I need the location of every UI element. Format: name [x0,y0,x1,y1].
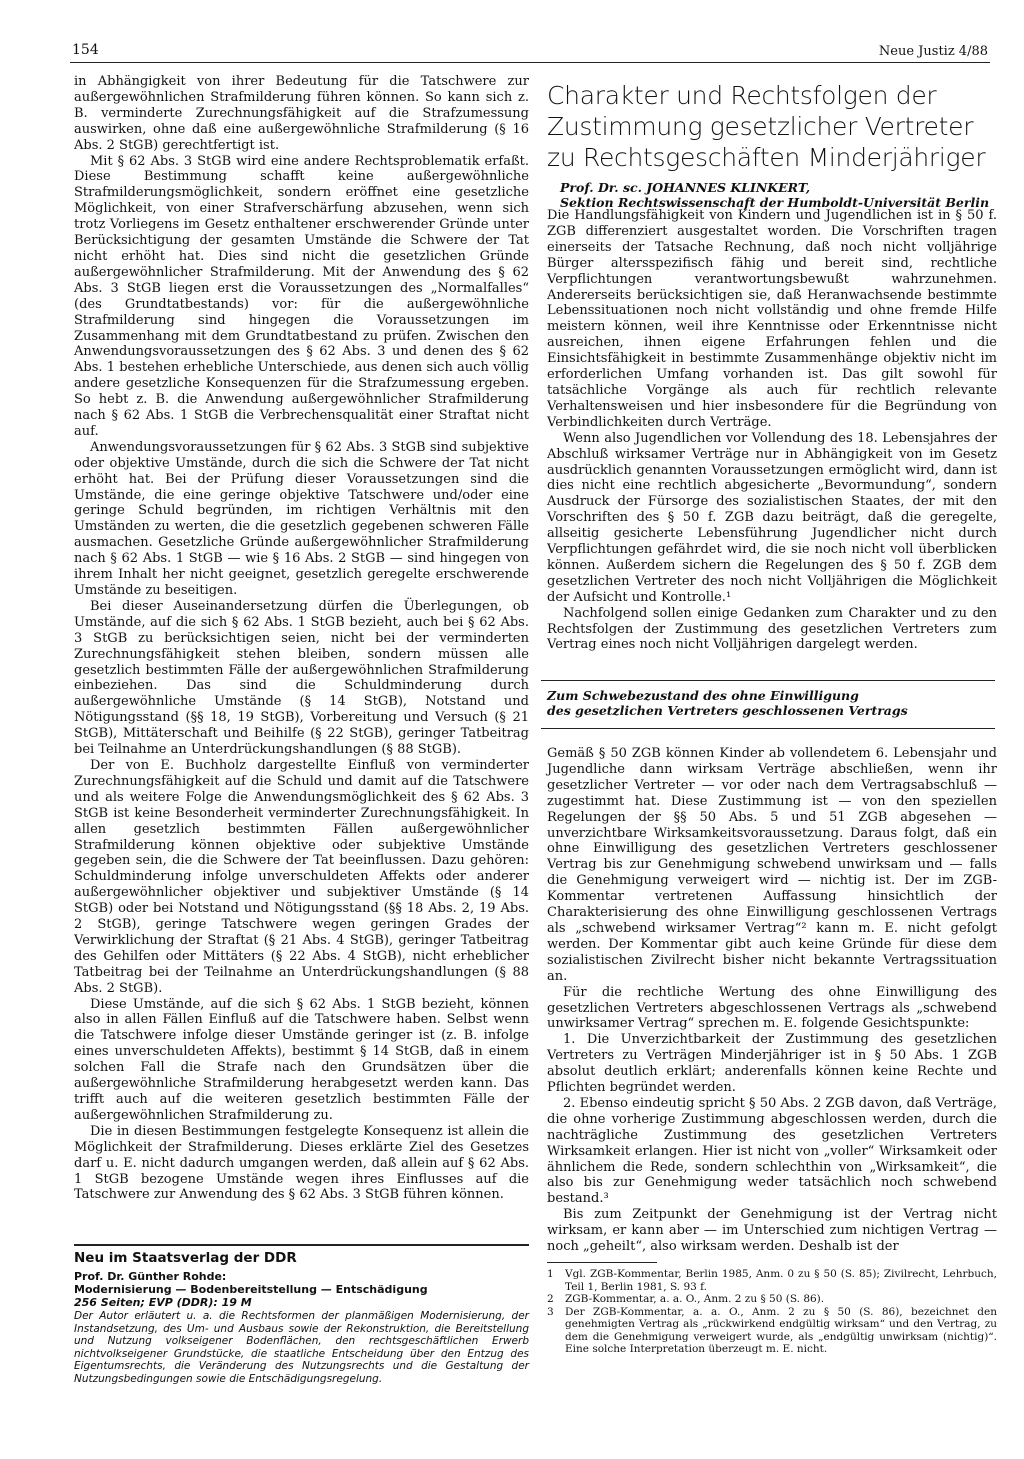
footnote [547,1293,997,1306]
paragraph: Für die rechtliche Wertung des ohne Einwilligung des gesetzlichen Vertreters abgeschlossenen Vertrags als „schwebend unwirksamer Vertrag“ sprechen m. E. folgende Gesichtspunkte: [547,984,997,1032]
paragraph: Die Handlungsfähigkeit von Kindern und Jugendlichen ist in § 50 f. ZGB differenziert ausgestaltet worden. Die Vorschriften tragen einerseits der Tatsache Rechnung, daß noch nicht volljährige Bürger altersspezifisch fähig und bereit sind, rechtliche Verpflichtungen verantwortungsbewußt wahrzunehmen. Andererseits berücksichtigen sie, daß Heranwachsende bestimmte Lebenssituationen noch nicht vollständig und ohne fremde Hilfe meistern können, weil ihre Kenntnisse oder Erkenntnisse nicht ausreichen, ihnen eigene Erfahrungen fehlen und die Einsichtsfähigkeit in bestimmte Zusammenhänge objektiv nicht im erforderlichen Umfang vorhanden ist. Das gilt sowohl für tatsächliche Vorgänge als auch für rechtlich relevante Verhaltensweisen und hier insbesondere für die Begründung von Verbindlichkeiten durch Verträge. [547,208,997,430]
paragraph: Bei dieser Auseinandersetzung dürfen die Überlegungen, ob Umstände, auf die sich § 62 Abs. 1 StGB bezieht, auch bei § 62 Abs. 3 StGB zu berücksichtigen seien, nicht bei der verminderten Zurechnungsfähigkeit stehen bleiben, sondern müssen alle gesetzlich bestimmten Fälle der außergewöhnlichen Strafmilderung einbeziehen. Das sind die Schuldminderung durch außergewöhnliche Umstände (§ 14 StGB), Notstand und Nötigungsstand (§§ 18, 19 StGB), Vorbereitung und Versuch (§ 21 StGB), Mittäterschaft und Beihilfe (§ 22 StGB), geringer Tatbeitrag bei Teilnahme an Unterdrückungshandlungen (§ 88 StGB). [74,598,529,758]
left-column [74,74,529,1203]
section-heading-line: des gesetzlichen Vertreters geschlossenen Vertrags [547,703,908,718]
advertisement-meta: 256 Seiten; EVP (DDR): 19 M [74,1296,252,1309]
section-rule-top [541,680,995,681]
footnote-number: 1 [547,1268,554,1280]
paragraph: Gemäß § 50 ZGB können Kinder ab vollendetem 6. Lebensjahr und Jugendliche dann wirksam Verträge abschließen, wenn ihr gesetzlicher Vertreter — vor oder nach dem Vertragsabschluß — zugestimmt hat. Diese Zustimmung ist — von den speziellen Regelungen der §§ 50 Abs. 5 und 51 ZGB abgesehen — unverzichtbare Wirksamkeitsvoraussetzung. Daraus folgt, daß ein ohne Einwilligung des gesetzlichen Vertreters geschlossener Vertrag bis zur Genehmigung schwebend unwirksam und — falls die Genehmigung verweigert wird — nichtig ist. Der im ZGB-Kommentar vertretenen Auffassung hinsichtlich der Charakterisierung des ohne Einwilligung geschlossenen Vertrags als „schwebend wirksamer Vertrag“² kann m. E. nicht gefolgt werden. Der Kommentar gibt auch keine Gründe für diese dem sozialistischen Zivilrecht bisher nicht bekannte Vertragssituation an. [547,746,997,984]
section-body [547,746,997,1255]
advertisement-rule [74,1244,529,1246]
advertisement [74,1250,529,1386]
paragraph: Der von E. Buchholz dargestellte Einfluß von verminderter Zurechnungsfähigkeit auf die Schuld und damit auf die Tatschwere und als weitere Folge die Anwendungsmöglichkeit des § 62 Abs. 3 StGB ist keine Besonderheit verminderter Zurechnungsfähigkeit. In allen gesetzlich bestimmten Fällen außergewöhnlicher Strafmilderung können objektive oder subjektive Umstände gegeben sein, die die Schwere der Tat beeinflussen. Dazu gehören: Schuldminderung infolge unverschuldeten Affekts oder anderer außergewöhnlicher objektiver und subjektiver Umstände (§ 14 StGB) oder bei Notstand und Nötigungsstand (§§ 18 Abs. 2, 19 Abs. 2 StGB), geringe Tatschwere wegen geringen Grades der Verwirklichung der Straftat (§ 21 Abs. 4 StGB), geringer Tatbeitrag des Gehilfen oder Mittäters (§ 22 Abs. 4 StGB), nicht erheblicher Tatbeitrag bei der Teilnahme an Unterdrückungshandlungen (§ 88 Abs. 2 StGB). [74,757,529,996]
journal-issue: Neue Justiz 4/88 [878,44,988,59]
paragraph: 1. Die Unverzichtbarkeit der Zustimmung des gesetzlichen Vertreters zu Verträgen Minderjähriger ist in § 50 Abs. 1 ZGB absolut deutlich erklärt; anderenfalls können keine Rechte und Pflichten begründet werden. [547,1032,997,1096]
author-affiliation: Sektion Rechtswissenschaft der Humboldt-Universität Berlin [560,195,990,210]
footnote-text: ZGB-Kommentar, a. a. O., Anm. 2 zu § 50 (S. 86). [565,1293,825,1305]
footnote-rule [547,1262,657,1263]
advertisement-author: Prof. Dr. Günther Rohde: [74,1270,227,1283]
paragraph: Nachfolgend sollen einige Gedanken zum Charakter und zu den Rechtsfolgen der Zustimmung des gesetzlichen Vertreters zum Vertrag eines noch nicht Volljährigen dargelegt werden. [547,605,997,653]
paragraph: 2. Ebenso eindeutig spricht § 50 Abs. 2 ZGB davon, daß Verträge, die ohne vorherige Zustimmung abgeschlossen werden, durch die nachträgliche Zustimmung des gesetzlichen Vertreters Wirksamkeit erlangen. Hier ist nicht von „voller“ Wirksamkeit oder ähnlichem die Rede, sondern schlechthin von „Wirksamkeit“, die also bis zur Genehmigung weder tatsächlich noch schwebend bestand.³ [547,1095,997,1207]
footnote-text: Der ZGB-Kommentar, a. a. O., Anm. 2 zu § 50 (S. 86), bezeichnet den genehmigten Vertrag als „rückwirkend endgültig wirksam“ und den Vertrag, zu dem die Genehmigung verweigert wurde, als „endgültig unwirksam (nichtig)“. Eine solche Interpretation überzeugt m. E. nicht. [565,1305,997,1355]
footnote [547,1306,997,1356]
paragraph: Diese Umstände, auf die sich § 62 Abs. 1 StGB bezieht, können also in allen Fällen Einfluß auf die Tatschwere haben. Selbst wenn die Tatschwere infolge dieser Umstände geringer ist (z. B. infolge eines unverschuldeten Affekts), bestimmt § 14 StGB, daß in einem solchen Fall die Strafe nach den Grundsätzen über die außergewöhnliche Strafmilderung herabgesetzt werden kann. Das trifft auch auf die weiteren gesetzlich bestimmten Fälle der außergewöhnlichen Strafmilderung zu. [74,996,529,1123]
footnote-number: 2 [547,1293,554,1305]
paragraph: Mit § 62 Abs. 3 StGB wird eine andere Rechtsproblematik erfaßt. Diese Bestimmung schafft keine außergewöhnliche Strafmilderungsmöglichkeit, sondern eröffnet eine gesetzliche Möglichkeit, von einer Strafverschärfung abzusehen, wenn sich trotz Vorliegens im Gesetz enthaltener erschwerender Gründe unter Berücksichtigung der gesamten Umstände die Schwere der Tat nicht erhöht hat. Dies sind nicht die gesetzlichen Gründe außergewöhnlicher Strafmilderung. Mit der Anwendung des § 62 Abs. 3 StGB liegen erst die Voraussetzungen des „Normalfalles“ (des Grundtatbestands) vor: für die außergewöhnliche Strafmilderung sind hingegen die Voraussetzungen im Zusammenhang mit dem Grundtatbestand zu prüfen. Zwischen den Anwendungsvoraussetzungen des § 62 Abs. 3 und denen des § 62 Abs. 1 bestehen erhebliche Unterschiede, aus denen sich auch völlig andere gesetzliche Konsequenzen für die Strafzumessung ergeben. So hebt z. B. die Anwendung außergewöhnlicher Strafmilderung nach § 62 Abs. 1 StGB die Verbrechensqualität einer Straftat nicht auf. [74,153,529,439]
section-heading [547,688,997,718]
page-number: 154 [72,42,99,58]
footnote-number: 3 [547,1305,554,1318]
footnote-text: Vgl. ZGB-Kommentar, Berlin 1985, Anm. 0 zu § 50 (S. 85); Zivilrecht, Lehrbuch, Teil 1, Berlin 1981, S. 93 f. [565,1268,997,1293]
advertisement-title: Neu im Staatsverlag der DDR [74,1250,297,1266]
article-title: Charakter und Rechtsfolgen der Zustimmung gesetzlicher Vertreter zu Rechtsgeschäften Minderjähriger [547,81,986,172]
footnote [547,1268,997,1293]
paragraph: Die in diesen Bestimmungen festgelegte Konsequenz ist allein die Möglichkeit der Strafmilderung. Dieses erklärte Ziel des Gesetzes darf u. E. nicht dadurch umgangen werden, daß allein auf § 62 Abs. 1 StGB bezogene Umstände wegen ihres Einflusses auf die Tatschwere zur Anwendung des § 62 Abs. 3 StGB führen können. [74,1123,529,1203]
paragraph: Wenn also Jugendlichen vor Vollendung des 18. Lebensjahres der Abschluß wirksamer Verträge nur in Abhängigkeit von im Gesetz ausdrücklich genannten Voraussetzungen ermöglicht wird, dann ist dies nicht eine rechtlich abgesicherte „Bevormundung“, sondern Ausdruck der Fürsorge des sozialistischen Staates, der mit den Vorschriften des § 50 f. ZGB dazu beiträgt, daß die geregelte, allseitig gesicherte Lebensführung Jugendlicher nicht durch Verpflichtungen gefährdet wird, die sie noch nicht voll überblicken können. Außerdem sichern die Regelungen des § 50 f. ZGB dem gesetzlichen Vertreter des noch nicht Volljährigen die Möglichkeit der Aufsicht und Kontrolle.¹ [547,430,997,605]
paragraph: Anwendungsvoraussetzungen für § 62 Abs. 3 StGB sind subjektive oder objektive Umstände, durch die sich die Schwere der Tat nicht erhöht hat. Bei der Prüfung dieser Voraussetzungen sind die Umstände, die eine geringe objektive Tatschwere und/oder eine geringe Schuld begründen, im richtigen Verhältnis mit den Umständen zu werten, die die gesetzlich gegebenen schweren Fälle ausmachen. Gesetzliche Gründe außergewöhnlicher Strafmilderung nach § 62 Abs. 1 StGB — wie § 16 Abs. 2 StGB — sind hingegen von ihrem Inhalt her nicht geeignet, gesetzlich geregelte erschwerende Umstände zu beseitigen. [74,439,529,598]
footnotes [547,1268,997,1356]
paragraph: Bis zum Zeitpunkt der Genehmigung ist der Vertrag nicht wirksam, er kann aber — im Unterschied zum nichtigen Vertrag — noch „geheilt“, also wirksam werden. Deshalb ist der [547,1207,997,1255]
right-column [547,208,997,653]
author-name: Prof. Dr. sc. JOHANNES KLINKERT, [560,180,811,195]
header-rule [70,62,990,63]
article-author [560,180,1000,210]
advertisement-description: Der Autor erläutert u. a. die Rechtsformen der planmäßigen Modernisierung, der Instandsetzung, des Um- und Ausbaus sowie der Rekonstruktion, die Bereitstellung und Nutzung volkseigener Bodenflächen, den rechtsgeschäftlichen Erwerb nichtvolkseigener Grundstücke, die staatliche Entscheidung über den Entzug des Eigentumsrechts, die Veränderung des Nutzungsrechts und die Gestaltung der Nutzungsbedingungen sowie die Entschädigungsregelung. [74,1310,529,1385]
section-rule-bottom [541,728,995,729]
advertisement-book-title: Modernisierung — Bodenbereitstellung — Entschädigung [74,1283,428,1296]
section-heading-line: Zum Schwebezustand des ohne Einwilligung [547,688,859,703]
paragraph: in Abhängigkeit von ihrer Bedeutung für die Tatschwere zur außergewöhnlichen Strafmilderung führen können. So kann sich z. B. verminderte Zurechnungsfähigkeit auf die Strafzumessung auswirken, ohne daß eine außergewöhnliche Strafmilderung (§ 16 Abs. 2 StGB) gerechtfertigt ist. [74,74,529,153]
